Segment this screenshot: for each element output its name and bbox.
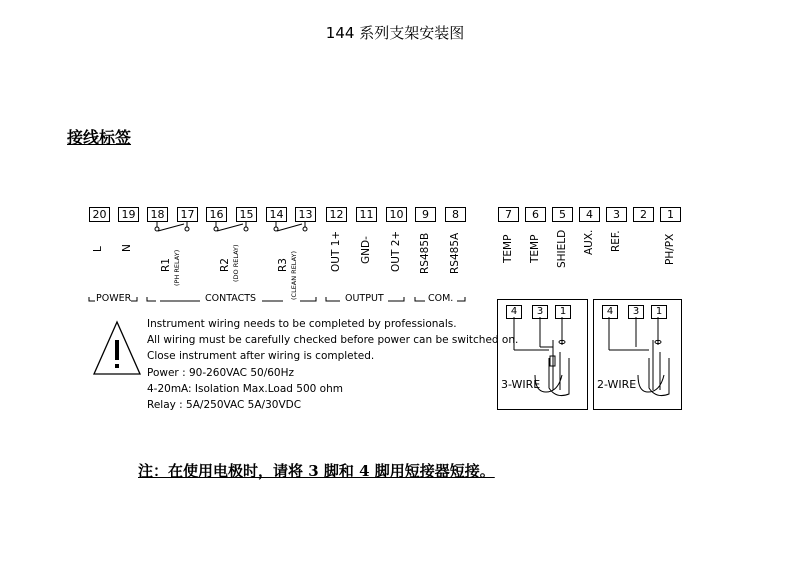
group-output: OUTPUT	[345, 293, 384, 304]
terminal-15: 15	[236, 207, 257, 222]
terminal-11: 11	[356, 207, 377, 222]
label-rs485a: RS485A	[449, 232, 461, 274]
two-wire-box	[593, 299, 682, 410]
terminal-13: 13	[295, 207, 316, 222]
label-rs485b: RS485B	[419, 232, 431, 274]
label-L: L	[92, 246, 104, 252]
label-r3: R3	[277, 258, 289, 272]
label-temp-2: TEMP	[529, 234, 541, 263]
three-wire-terminal-1: 1	[555, 305, 571, 319]
warning-line-3: Close instrument after wiring is completed.	[147, 350, 375, 362]
label-r1: R1	[160, 258, 172, 272]
three-wire-terminal-4: 4	[506, 305, 522, 319]
label-gnd: GND-	[360, 236, 372, 264]
two-wire-terminal-3: 3	[628, 305, 644, 319]
note-text: 注：在使用电极时，请将 3 脚和 4 脚用短接器短接。	[138, 462, 495, 480]
terminal-19: 19	[118, 207, 139, 222]
terminal-16: 16	[206, 207, 227, 222]
label-shield: SHIELD	[556, 229, 568, 268]
terminal-1: 1	[660, 207, 681, 222]
label-r2-sub: (DO RELAY)	[232, 244, 240, 282]
terminal-14: 14	[266, 207, 287, 222]
label-ph-px: PH/PX	[664, 233, 676, 265]
terminal-10: 10	[386, 207, 407, 222]
two-wire-terminal-1: 1	[651, 305, 667, 319]
label-aux: AUX.	[583, 229, 595, 255]
label-out2: OUT 2+	[390, 230, 402, 272]
label-r1-sub: (PH RELAY)	[173, 249, 181, 286]
group-power: POWER	[96, 293, 132, 304]
warning-line-2: All wiring must be carefully checked before power can be switched on.	[147, 334, 519, 346]
terminal-9: 9	[415, 207, 436, 222]
warning-line-1: Instrument wiring needs to be completed by professionals.	[147, 318, 457, 330]
terminal-17: 17	[177, 207, 198, 222]
spec-relay: Relay : 5A/250VAC 5A/30VDC	[147, 399, 302, 411]
spec-power: Power : 90-260VAC 50/60Hz	[147, 367, 294, 379]
page-title: 144 系列支架安装图	[325, 24, 465, 42]
terminal-6: 6	[525, 207, 546, 222]
terminal-12: 12	[326, 207, 347, 222]
group-com: COM.	[428, 293, 454, 304]
terminal-4: 4	[579, 207, 600, 222]
two-wire-label: 2-WIRE	[597, 378, 637, 391]
spec-output: 4-20mA: Isolation Max.Load 500 ohm	[147, 383, 343, 395]
three-wire-box	[497, 299, 588, 410]
label-N: N	[121, 244, 133, 252]
section-title: 接线标签	[67, 128, 132, 147]
group-contacts: CONTACTS	[205, 293, 257, 304]
two-wire-terminal-4: 4	[602, 305, 618, 319]
terminal-7: 7	[498, 207, 519, 222]
label-r2: R2	[219, 258, 231, 272]
label-ref: REF.	[610, 230, 622, 252]
label-r3-sub: (CLEAN RELAY)	[290, 250, 298, 300]
three-wire-label: 3-WIRE	[501, 378, 541, 391]
label-temp-1: TEMP	[502, 234, 514, 263]
terminal-20: 20	[89, 207, 110, 222]
terminal-5: 5	[552, 207, 573, 222]
warning-icon	[94, 322, 140, 374]
label-out1: OUT 1+	[330, 230, 342, 272]
terminal-18: 18	[147, 207, 168, 222]
terminal-8: 8	[445, 207, 466, 222]
three-wire-terminal-3: 3	[532, 305, 548, 319]
terminal-3: 3	[606, 207, 627, 222]
terminal-2: 2	[633, 207, 654, 222]
